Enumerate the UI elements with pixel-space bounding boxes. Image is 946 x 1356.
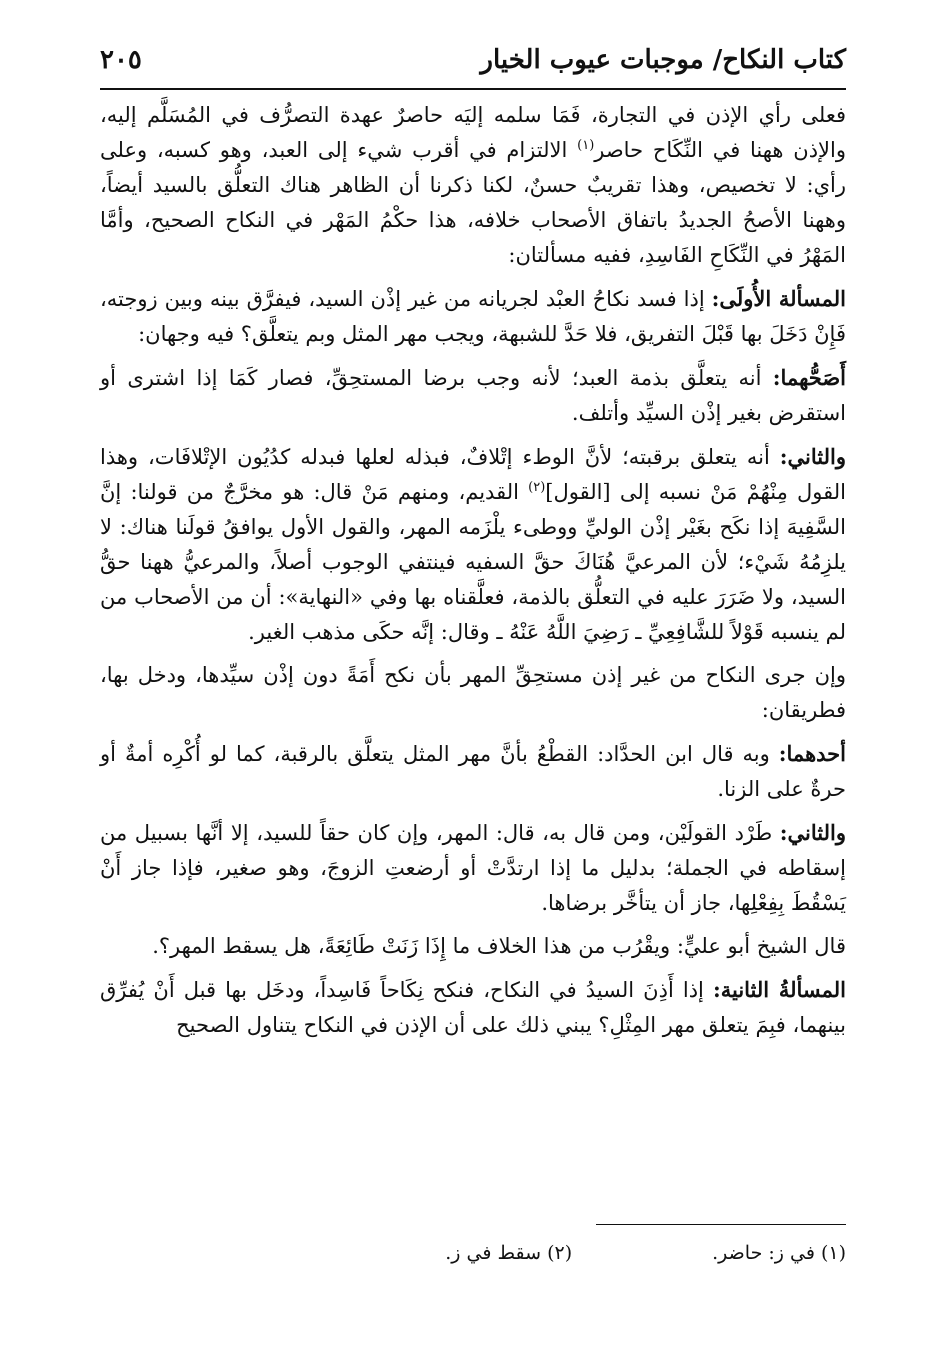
page-number: ٢٠٥ [100, 45, 142, 75]
main-text [100, 98, 846, 1051]
paragraph-1 [100, 98, 846, 273]
footnotes [100, 1238, 846, 1268]
footnote-2: (٢) سقط في ز. [445, 1242, 573, 1264]
paragraph-6 [100, 736, 846, 807]
paragraph-text: أنه يتعلق برقبته؛ لأنَّ الوطء إتْلافٌ، فبذله لعلها فبدله كدُيُون الإتْلافَات، وهذا القول مِنْهُمْ مَنْ نسبه إلى [القول] [100, 445, 846, 504]
paragraph-text: وإن جرى النكاح من غير إذن مستحِقِّ المهر بأن نكح أَمَةً دون إذْن سيِّدها، ودخل بها، فطريقان: [100, 663, 846, 722]
paragraph-5 [100, 658, 846, 728]
paragraph-heading: أحدهما: [778, 741, 846, 766]
paragraph-3 [100, 360, 846, 431]
footnote-1: (١) في ز: حاضر. [712, 1242, 846, 1264]
paragraph-text: أنه يتعلَّق بذمة العبد؛ لأنه وجب برضا المستحِقِّ، فصار كَمَا إذا اشترى أو استقرض بغير إذْن السيِّد وأتلف. [100, 366, 846, 425]
footnote-divider [596, 1224, 846, 1225]
paragraph-heading: والثاني: [779, 444, 846, 469]
paragraph-heading: أَصَحُّهما: [772, 365, 846, 390]
paragraph-heading: والثاني: [779, 820, 846, 845]
paragraph-4 [100, 439, 846, 650]
running-title: كتاب النكاح/ موجبات عيوب الخيار [480, 45, 846, 75]
paragraph-text-continued: القديم، ومنهم مَنْ قال: هو مخرَّجٌ من قولنا: إنَّ السَّفِيهَ إذا نكَح بغَيْر إذْن الوليِّ ووطىء يلْزَمه المهر، والقول الأول يوافقُ قولَنا هناك: لا يلزِمُهُ شَيْء؛ لأن المرعيَّ هُنَاكَ حقَّ السفيه فينتفي الوجوب أصلاً، والمرعيُّ ههنا حقُّ السيد، ولا ضَرَرَ عليه في التعلُّق بالذمة، فعلَّقناه بها وفي «النهاية»: أن من الأصحاب من لم ينسبه قَوْلاً للشَّافِعِيِّ ـ رَضِيَ اللَّهُ عَنْهُ ـ وقال: إنَّه حكَى مذهب الغير. [100, 480, 846, 644]
footnote-ref-2[interactable]: (٢) [528, 480, 546, 495]
paragraph-text: وبه قال ابن الحدَّاد: القطْعُ بأنَّ مهر المثل يتعلَّق بالرقبة، كما لو أُكْرِه أمةٌ أو حرةٌ على الزنا. [100, 742, 846, 801]
paragraph-heading: المسألةُ الثانية: [712, 977, 847, 1002]
paragraph-text: فعلى رأي الإذن في التجارة، فَمَا سلمه إليَه حاصرٌ عهدة التصرُّف في المُسَلَّم إليه، والإذن ههنا في النِّكَاح حاصر [100, 103, 846, 162]
paragraph-text: طَرْد القولَيْن، ومن قال به، قال: المهر، وإن كان حقاً للسيد، إلا أنَّها بسبيل من إسقاطه في الجملة؛ بدليل ما إذا ارتدَّتْ أو أرضعتِ الزوجَ، وهو صغير، فإذا جاز أَنْ يَسْقُطَ بِفِعْلِها، جاز أن يتأخَّر برضاها. [100, 821, 846, 915]
paragraph-text: قال الشيخ أبو عليٍّ: ويقْرُب من هذا الخلاف ما إِذَا زَنَتْ طَائِعَةً، هل يسقط المهر؟. [152, 934, 846, 958]
page-header [100, 38, 846, 82]
paragraph-text: إذا فسد نكاحُ العبْد لجريانه من غير إذْن السيد، فيفرَّق بينه وبين زوجته، فَإِنْ دَخَلَ بها قَبْلَ التفريق، فلا حَدَّ للشبهة، ويجب مهر المثل وبم يتعلَّق؟ فيه وجهان: [100, 287, 846, 346]
paragraph-text-continued: الالتزام في أقرب شيء إلى العبد، وهو كسبه، وعلى رأي: لا تخصيص، وهذا تقريبٌ حسنٌ، لكنا ذكرنا أن الظاهر هناك التعلُّق بالسيد أيضاً، وههنا الأصحُ الجديدُ باتفاق الأصحاب خلافه، هذا حكْمُ المَهْر في النكاح الصحيح، وأمَّا المَهْرُ في النِّكَاحِ الفَاسِدِ، ففيه مسألتان: [100, 138, 846, 267]
paragraph-7 [100, 815, 846, 921]
paragraph-heading: المسألة الأُولَى: [711, 286, 846, 311]
footnote-ref-1[interactable]: (١) [577, 138, 595, 153]
paragraph-2 [100, 281, 846, 352]
paragraph-text: إذا أَذِنَ السيدُ في النكاح، فنكح نِكَاحاً فَاسِداً، ودخَل بها قبل أَنْ يُفرِّق بينهما، فبِمَ يتعلق مهر المِثْلِ؟ يبني ذلك على أن الإذن في النكاح يتناول الصحيح [100, 978, 846, 1037]
header-divider [100, 88, 846, 90]
paragraph-9 [100, 972, 846, 1043]
paragraph-8 [100, 929, 846, 964]
